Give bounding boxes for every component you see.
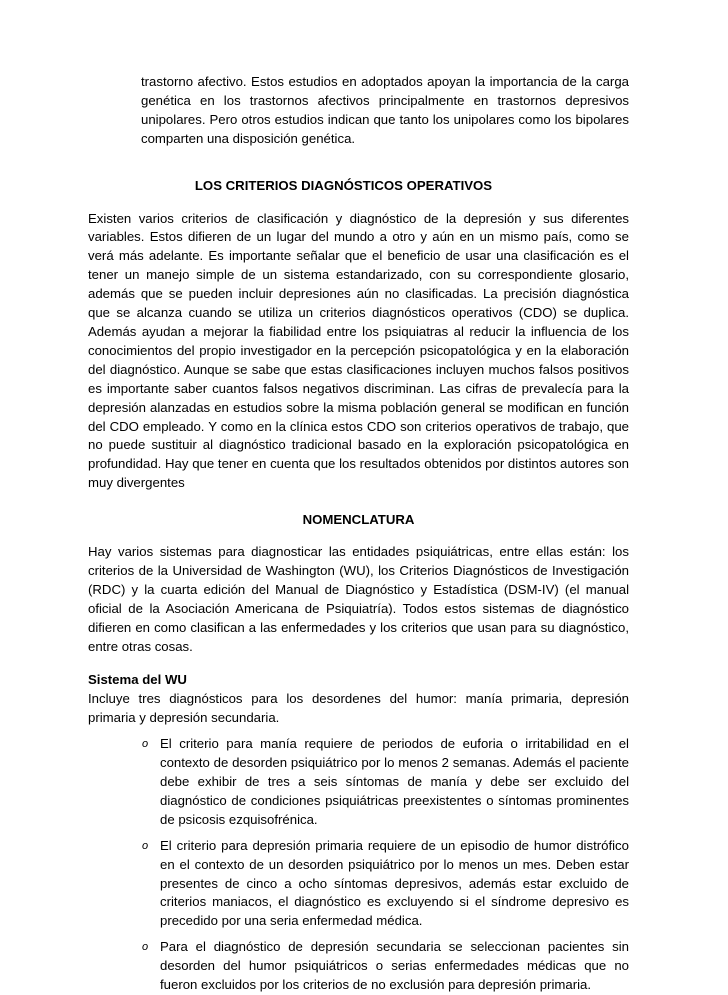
list-item-text: Para el diagnóstico de depresión secundaria se seleccionan pacientes sin desorden del humor psiquiátricos o serias enfermedades médicas que no fueron excluidos por los criterios de no exclusión para depresión primaria. bbox=[160, 939, 629, 993]
list-item-text: El criterio para depresión primaria requiere de un episodio de humor distrófico en el contexto de un desorden psiquiátrico por lo menos un mes. Deben estar presentes de cinco a ocho síntomas depresivos, además estar excluido de criterios maniacos, el diagnóstico es excluyendo si el síndrome depresivo es precedido por una seria enfermedad médica. bbox=[160, 837, 629, 929]
wu-criteria-list bbox=[88, 735, 629, 995]
document-page bbox=[88, 73, 629, 995]
bullet-icon: o bbox=[142, 941, 149, 954]
nomenclatura-paragraph: Hay varios sistemas para diagnosticar las entidades psiquiátricas, entre ellas están: los criterios de la Universidad de Washington (WU), los Criterios Diagnósticos de Investigación (RDC) y la cuarta edición del Manual de Diagnóstico y Estadística (DSM-IV) (el manual oficial de la Asociación Americana de Psiquiatría). Todos estos sistemas de diagnóstico difieren en como clasifican a las enfermedades y los criterios que usan para su diagnóstico, entre otras cosas. bbox=[88, 544, 629, 654]
list-item-text: El criterio para manía requiere de periodos de euforia o irritabilidad en el contexto de desorden psiquiátrico por lo menos 2 semanas. Además el paciente debe exhibir de tres a seis síntomas de manía y debe ser excluido del diagnóstico de condiciones psiquiátricas preexistentes o síntomas prominentes de psicosis ezquisofrénica. bbox=[160, 736, 629, 827]
bullet-icon: o bbox=[142, 839, 149, 852]
intro-paragraph: trastorno afectivo. Estos estudios en adoptados apoyan la importancia de la carga genética en los trastornos afectivos principalmente en trastornos depresivos unipolares. Pero otros estudios indican que tanto los unipolares como los bipolares comparten una disposición genética. bbox=[141, 74, 629, 146]
list-item bbox=[88, 735, 629, 830]
heading-sistema-wu: Sistema del WU bbox=[88, 672, 187, 688]
bullet-icon: o bbox=[142, 738, 149, 751]
heading-nomenclatura: NOMENCLATURA bbox=[302, 512, 415, 528]
criterios-paragraph: Existen varios criterios de clasificación y diagnóstico de la depresión y sus diferentes variables. Estos difieren de un lugar del mundo a otro y aún en un mismo país, como se verá más adelante. Es importante señalar que el beneficio de usar una clasificación es el tener un manejo simple de un sistema estandarizado, con su correspondiente glosario, además que se pueden incluir depresiones aún no clasificadas. La precisión diagnóstica que se alcanza cuando se utiliza un criterios diagnósticos operativos (CDO) se duplica. Además ayudan a mejorar la fiabilidad entre los psiquiatras al reducir la influencia de los conocimientos del propio investigador en la percepción psicopatológica y en la elaboración del diagnóstico. Aunque se sabe que estas clasificaciones incluyen muchos falsos positivos es importante saber cuantos falsos negativos discriminan. Las cifras de prevalecía para la depresión alanzadas en estudios sobre la misma población general se modifican en función del CDO empleado. Y como en la clínica estos CDO son criterios operativos de trabajo, que no puede sustituir al diagnóstico tradicional basado en la exploración psicopatológica en profundidad. Hay que tener en cuenta que los resultados obtenidos por distintos autores son muy divergentes bbox=[88, 210, 629, 491]
wu-paragraph: Incluye tres diagnósticos para los desordenes del humor: manía primaria, depresión primaria y depresión secundaria. bbox=[88, 691, 629, 726]
list-item bbox=[88, 938, 629, 995]
heading-criterios: LOS CRITERIOS DIAGNÓSTICOS OPERATIVOS bbox=[194, 177, 493, 193]
list-item bbox=[88, 837, 629, 932]
